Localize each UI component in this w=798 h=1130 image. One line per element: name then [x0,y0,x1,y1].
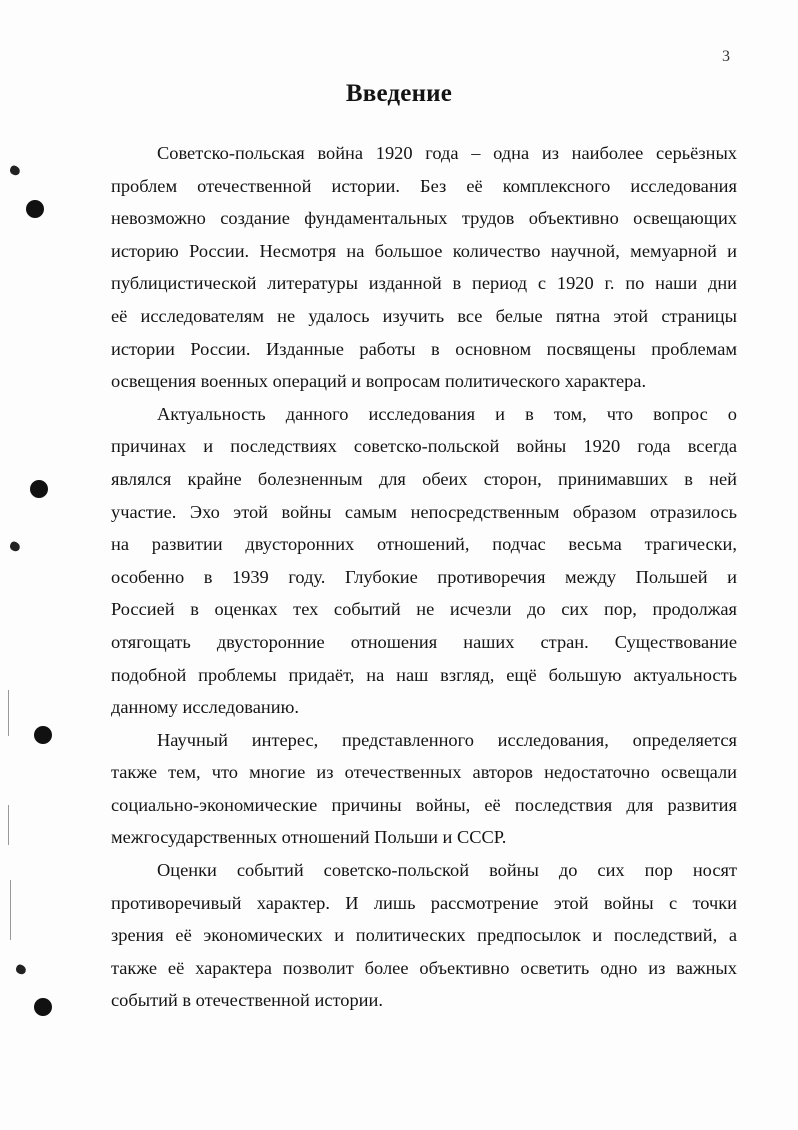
text-line: проблем отечественной истории. Без её комплексного исследования [111,175,737,196]
text-line: Советско-польская война 1920 года – одна из наиболее серьёзных [157,143,737,163]
text-line: подобной проблемы придаёт, на наш взгляд, ещё большую актуальность [111,664,737,685]
body-text [111,137,737,1017]
text-line: участие. Эхо этой войны самым непосредственным образом отразилось [111,501,737,522]
punch-hole [26,200,44,218]
scan-edge-line [8,690,9,736]
text-line: Научный интерес, представленного исследования, определяется [157,729,737,750]
scan-speck [9,165,21,177]
text-line: её исследователям не удалось изучить все белые пятна этой страницы [111,305,737,326]
text-line: причинах и последствиях советско-польской войны 1920 года всегда [111,436,737,457]
text-line: освещения военных операций и вопросам политического характера. [111,371,647,392]
paragraph-1 [111,137,737,398]
text-line: Оценки событий советско-польской войны до сих пор носят [157,860,737,881]
punch-hole [34,998,52,1016]
text-line: противоречивый характер. И лишь рассмотрение этой войны с точки [111,892,737,913]
page-number: 3 [722,48,730,65]
paragraph-3 [111,724,737,854]
text-line: отягощать двусторонние отношения наших стран. Существование [111,631,737,652]
text-line: данному исследованию. [111,697,299,718]
punch-hole [34,726,52,744]
text-line: невозможно создание фундаментальных трудов объективно освещающих [111,208,737,229]
page-title: Введение [345,80,453,107]
text-line: также её характера позволит более объективно осветить одно из важных [111,957,737,978]
text-line: социально-экономические причины войны, её последствия для развития [111,794,737,815]
text-line: межгосударственных отношений Польши и СССР. [111,827,507,848]
text-line: являлся крайне болезненным для обеих сторон, принимавших в ней [111,468,737,489]
text-line: Россией в оценках тех событий не исчезли до сих пор, продолжая [111,599,737,620]
scan-speck [15,964,27,976]
punch-hole [30,480,48,498]
text-line: Актуальность данного исследования и в том, что вопрос о [157,403,737,424]
scan-speck [9,541,21,553]
paragraph-4 [111,854,737,1017]
text-line: особенно в 1939 году. Глубокие противоречия между Польшей и [111,566,737,587]
text-line: зрения её экономических и политических предпосылок и последствий, а [111,925,737,946]
text-line: истории России. Изданные работы в основном посвящены проблемам [111,338,737,359]
text-line: на развитии двусторонних отношений, подчас весьма трагически, [111,534,737,555]
text-line: публицистической литературы изданной в период с 1920 г. по наши дни [111,273,737,294]
paragraph-2 [111,398,737,724]
text-line: историю России. Несмотря на большое количество научной, мемуарной и [111,240,737,261]
text-line: событий в отечественной истории. [111,990,383,1011]
text-line: также тем, что многие из отечественных авторов недостаточно освещали [111,762,737,783]
scan-edge-line [10,880,11,940]
scan-edge-line [8,805,9,845]
